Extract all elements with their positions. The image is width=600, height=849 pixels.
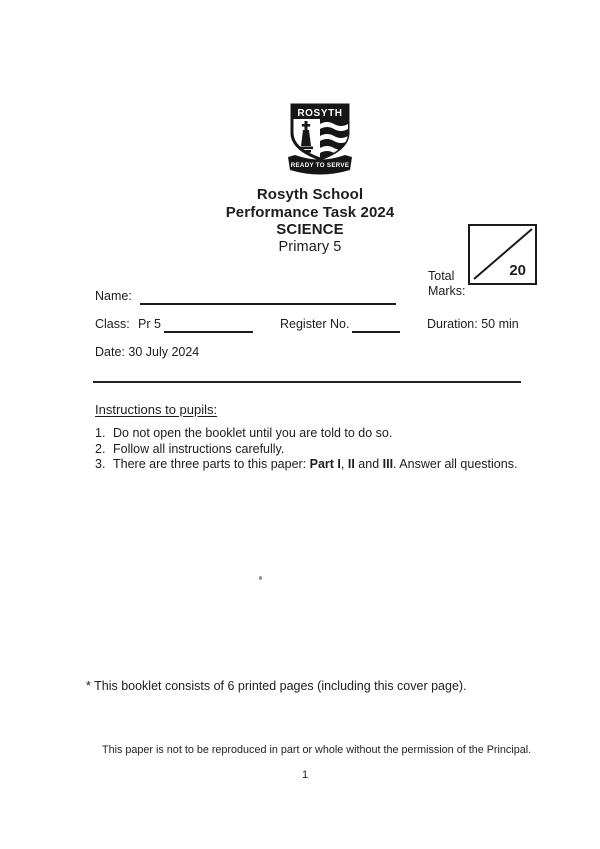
instruction-item: [95, 457, 545, 473]
school-crest-icon: [284, 100, 356, 176]
section-divider: [93, 381, 521, 383]
duration-field: [427, 317, 519, 331]
class-label: Class:: [95, 317, 130, 331]
exam-name: Performance Task 2024: [225, 203, 395, 221]
scan-artifact-dot: [259, 576, 262, 580]
level-name: Primary 5: [278, 238, 342, 255]
subject-name: SCIENCE: [276, 221, 344, 238]
date-label: Date:: [95, 345, 125, 359]
instructions-list: [95, 426, 545, 473]
name-label: Name:: [95, 289, 132, 303]
total-marks-label-line2: Marks:: [428, 284, 466, 298]
instruction-text: There are three parts to this paper: Part I, II and III. Answer all questions.: [113, 457, 518, 472]
instructions-heading: Instructions to pupils:: [95, 402, 218, 417]
marks-box: [468, 224, 537, 285]
register-label: Register No.: [280, 317, 350, 331]
instruction-number: 2.: [95, 441, 106, 456]
date-field: [95, 345, 199, 359]
duration-value: 50 min: [481, 317, 519, 331]
instruction-number: 1.: [95, 426, 106, 440]
duration-label: Duration:: [427, 317, 478, 331]
instruction-text: Do not open the booklet until you are told to do so.: [113, 426, 393, 440]
crest-shield-text: ROSYTH: [297, 108, 343, 119]
crest-waves-icon: [320, 122, 348, 155]
date-value: 30 July 2024: [128, 345, 200, 359]
name-underline: [140, 290, 396, 305]
exam-title-block: [95, 186, 525, 256]
booklet-note: * This booklet consists of 6 printed pages (including this cover page).: [86, 679, 467, 693]
school-name: Rosyth School: [256, 186, 364, 203]
total-marks-value: 20: [509, 262, 526, 279]
instruction-item: [95, 442, 545, 458]
instruction-item: [95, 426, 545, 442]
total-marks-label-line1: Total: [428, 269, 455, 283]
total-marks-label: [428, 269, 466, 299]
instruction-text: Follow all instructions carefully.: [113, 441, 285, 456]
instruction-number: 3.: [95, 457, 106, 472]
crest-banner-text: READY TO SERVE: [290, 162, 350, 169]
copyright-note: This paper is not to be reproduced in part or whole without the permission of the Principal.: [102, 744, 532, 756]
class-underline: [164, 318, 253, 333]
register-underline: [352, 318, 400, 333]
class-value: Pr 5: [138, 317, 161, 331]
page-number: 1: [302, 769, 309, 781]
